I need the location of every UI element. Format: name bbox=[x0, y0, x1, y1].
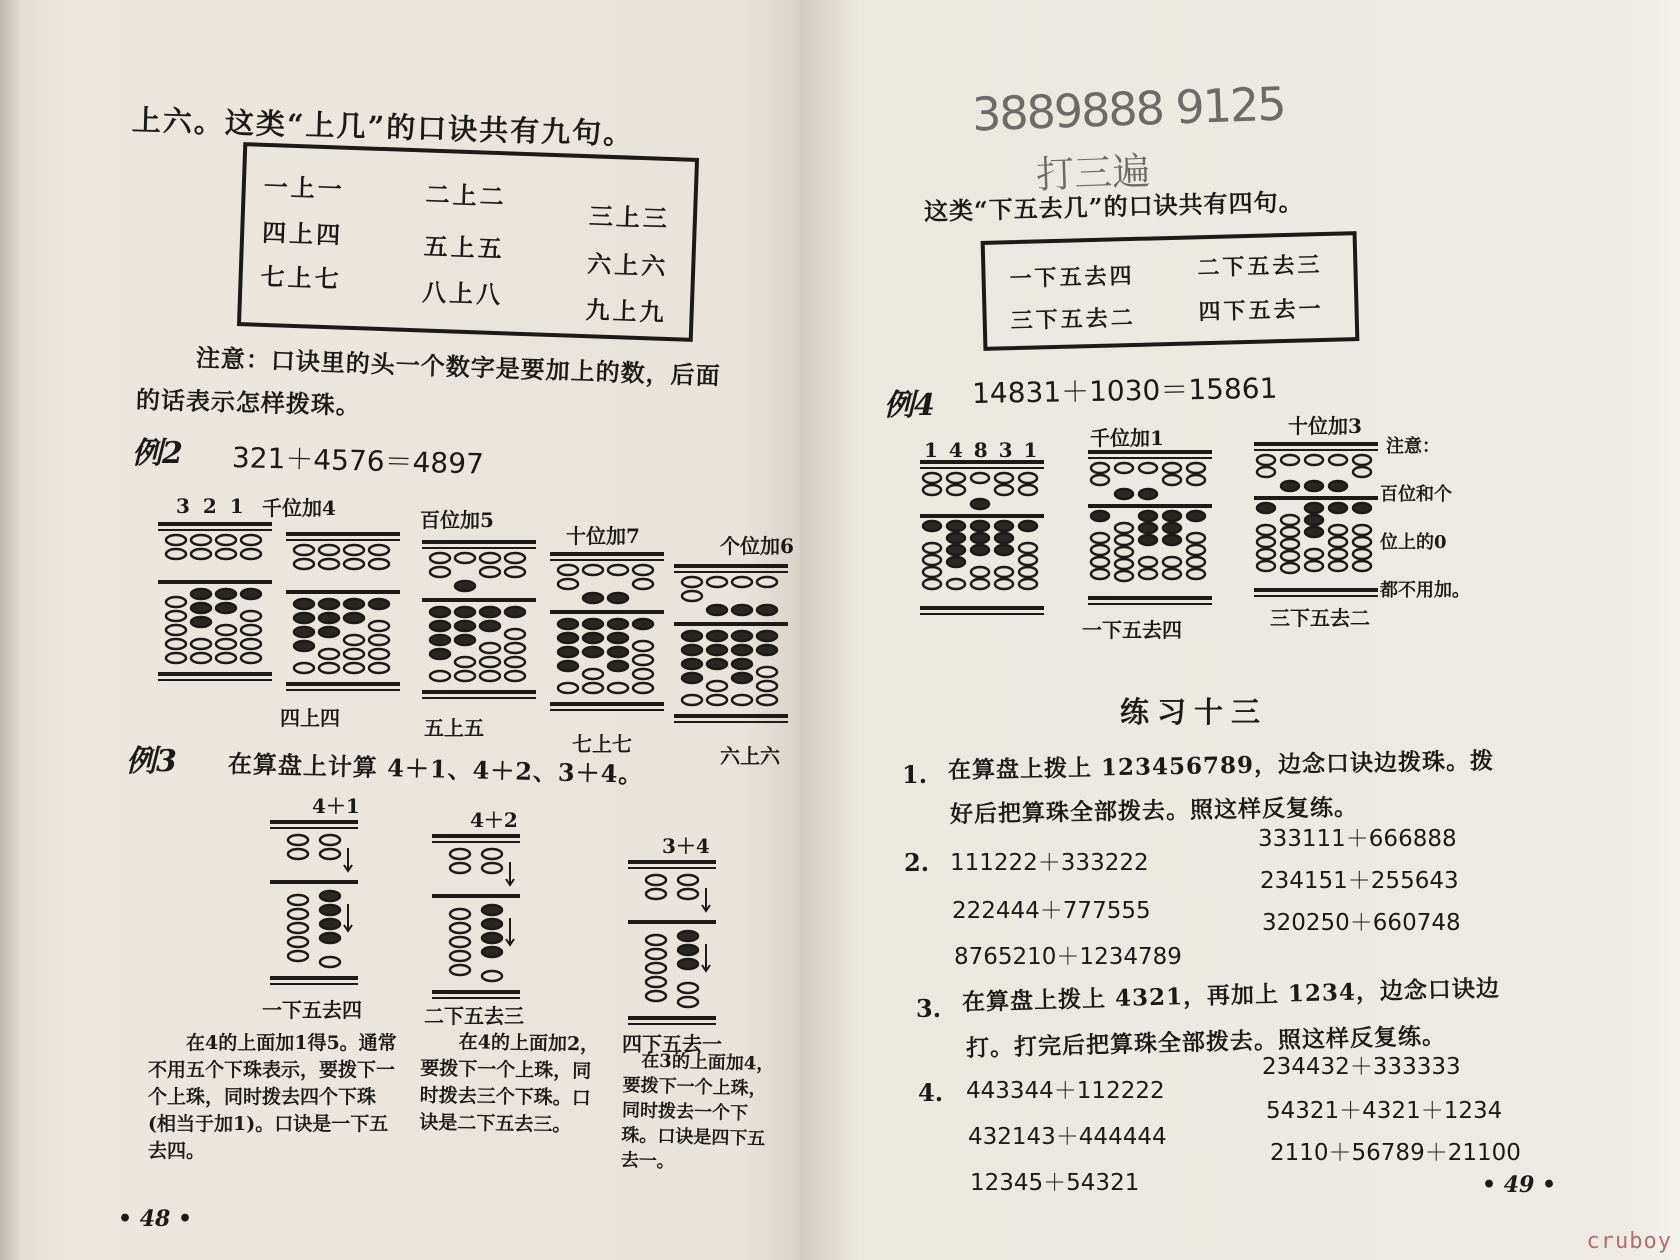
exercise-sum: 234432＋333333 bbox=[1262, 1054, 1461, 1080]
step-mnemonic: 四上四 bbox=[280, 706, 340, 730]
case-mnemonic: 二下五去三 bbox=[424, 1004, 524, 1028]
exercise-sum: 2110＋56789＋21100 bbox=[1270, 1140, 1521, 1166]
mnemonic: 二下五去三 bbox=[1197, 252, 1323, 282]
case-label: 4＋2 bbox=[470, 808, 518, 832]
step-label: 百位加5 bbox=[420, 508, 494, 532]
mnemonic: 一上一 bbox=[263, 171, 346, 204]
right-page bbox=[800, 0, 1680, 1260]
mnemonic: 五上五 bbox=[423, 231, 506, 264]
item-text: 在算盘上拨上 123456789，边念口诀边拨珠。拨 bbox=[947, 747, 1495, 784]
abacus bbox=[918, 458, 1046, 622]
watermark: cruboy bbox=[1586, 1229, 1672, 1254]
note-line-1: 注意：口诀里的头一个数字是要加上的数，后面 bbox=[195, 343, 722, 391]
left-page bbox=[0, 0, 800, 1260]
case-description: 在4的上面加2，要拨下一个上珠，同时拨去三个下珠。口诀是二下五去三。 bbox=[419, 1031, 600, 1137]
note-line-2: 的话表示怎样拨珠。 bbox=[135, 385, 362, 420]
exercise-sum: 234151＋255643 bbox=[1260, 868, 1459, 894]
step-mnemonic: 一下五去四 bbox=[1082, 618, 1182, 642]
item-number: 2. bbox=[904, 848, 930, 877]
example-4-note: 百位和个 bbox=[1380, 484, 1452, 505]
exercise-sum: 54321＋4321＋1234 bbox=[1266, 1098, 1503, 1124]
mnemonic: 三上三 bbox=[588, 201, 671, 234]
example-4-note: 位上的0 bbox=[1380, 532, 1447, 553]
case-label: 3＋4 bbox=[662, 834, 710, 858]
abacus bbox=[156, 520, 274, 688]
item-number: 1. bbox=[902, 760, 928, 789]
step-mnemonic: 五上五 bbox=[424, 716, 484, 740]
exercise-title: 练习十三 bbox=[1120, 695, 1269, 729]
step-mnemonic: 六上六 bbox=[720, 744, 780, 768]
item-text: 打。打完后把算珠全部拨去。照这样反复练。 bbox=[965, 1022, 1447, 1062]
abacus bbox=[1086, 448, 1214, 612]
abacus bbox=[284, 530, 402, 698]
example-2-label: 例2 bbox=[132, 436, 183, 471]
handwritten-note: 打三遍 bbox=[1035, 149, 1151, 197]
case-description: 在3的上面加4，要拨下一个上珠，同时拨去一个下珠。口诀是四下五去一。 bbox=[620, 1050, 775, 1173]
abacus bbox=[626, 858, 718, 1034]
page-number: • 49 • bbox=[1482, 1172, 1557, 1198]
handwritten-number: 3889888 9125 bbox=[971, 76, 1286, 142]
exercise-sum: 320250＋660748 bbox=[1262, 910, 1461, 936]
step-label: 千位加4 bbox=[262, 496, 336, 520]
exercise-sum: 443344＋112222 bbox=[966, 1078, 1165, 1104]
example-3-label: 例3 bbox=[126, 744, 177, 779]
exercise-sum: 432143＋444444 bbox=[968, 1124, 1167, 1150]
exercise-sum: 333111＋666888 bbox=[1258, 826, 1457, 852]
intro-line: 这类“下五去几”的口诀共有四句。 bbox=[923, 187, 1304, 226]
item-text: 好后把算珠全部拨去。照这样反复练。 bbox=[949, 793, 1359, 828]
mnemonic: 九上九 bbox=[585, 295, 668, 327]
example-4-note: 注意： bbox=[1386, 436, 1440, 457]
item-number: 3. bbox=[916, 994, 942, 1023]
mnemonic: 三下五去二 bbox=[1010, 304, 1137, 335]
example-3-text: 在算盘上计算 4＋1、4＋2、3＋4。 bbox=[227, 749, 644, 789]
case-mnemonic: 一下五去四 bbox=[262, 998, 362, 1022]
step-label: 十位加7 bbox=[566, 524, 640, 548]
page-number: • 48 • bbox=[118, 1206, 193, 1232]
exercise-sum: 222444＋777555 bbox=[952, 898, 1151, 924]
example-4-start-value: 1 4 8 3 1 bbox=[924, 438, 1040, 462]
mnemonic: 二上二 bbox=[425, 179, 508, 212]
abacus bbox=[268, 818, 360, 994]
example-2-equation: 321＋4576＝4897 bbox=[231, 441, 485, 481]
mnemonic: 六上六 bbox=[586, 249, 669, 281]
step-label: 十位加3 bbox=[1288, 414, 1362, 438]
exercise-sum: 8765210＋1234789 bbox=[954, 944, 1182, 970]
mnemonic-box bbox=[981, 231, 1360, 351]
abacus bbox=[420, 538, 538, 706]
example-4-equation: 14831＋1030＝15861 bbox=[971, 371, 1278, 410]
example-4-note: 都不用加。 bbox=[1380, 580, 1470, 601]
item-text: 在算盘上拨上 4321，再加上 1234，边念口诀边 bbox=[961, 974, 1501, 1016]
abacus bbox=[672, 562, 790, 730]
step-mnemonic: 三下五去二 bbox=[1270, 606, 1370, 630]
case-description: 在4的上面加1得5。通常不用五个下珠表示，要拨下一个上珠，同时拨去四个下珠(相当于加1)。口诀是一下五去四。 bbox=[148, 1032, 397, 1162]
mnemonic-box bbox=[237, 142, 699, 342]
step-label: 个位加6 bbox=[720, 534, 794, 558]
item-number: 4. bbox=[918, 1078, 944, 1107]
abacus bbox=[430, 832, 522, 1008]
step-mnemonic: 七上七 bbox=[572, 732, 632, 756]
mnemonic: 四上四 bbox=[261, 217, 344, 250]
step-label: 千位加1 bbox=[1090, 426, 1164, 450]
mnemonic: 七上七 bbox=[260, 261, 343, 294]
mnemonic: 四下五去一 bbox=[1198, 295, 1324, 326]
intro-line: 上六。这类“上几”的口诀共有九句。 bbox=[131, 103, 635, 152]
exercise-sum: 12345＋54321 bbox=[970, 1170, 1140, 1196]
abacus bbox=[548, 550, 666, 718]
case-mnemonic: 四下五去一 bbox=[622, 1032, 722, 1056]
abacus bbox=[1252, 440, 1380, 604]
example-4-label: 例4 bbox=[884, 388, 935, 423]
mnemonic: 一下五去四 bbox=[1009, 262, 1135, 293]
case-label: 4＋1 bbox=[312, 794, 360, 818]
exercise-sum: 111222＋333222 bbox=[950, 850, 1149, 876]
mnemonic: 八上八 bbox=[421, 277, 504, 310]
example-2-start-value: 3 2 1 bbox=[176, 494, 247, 518]
